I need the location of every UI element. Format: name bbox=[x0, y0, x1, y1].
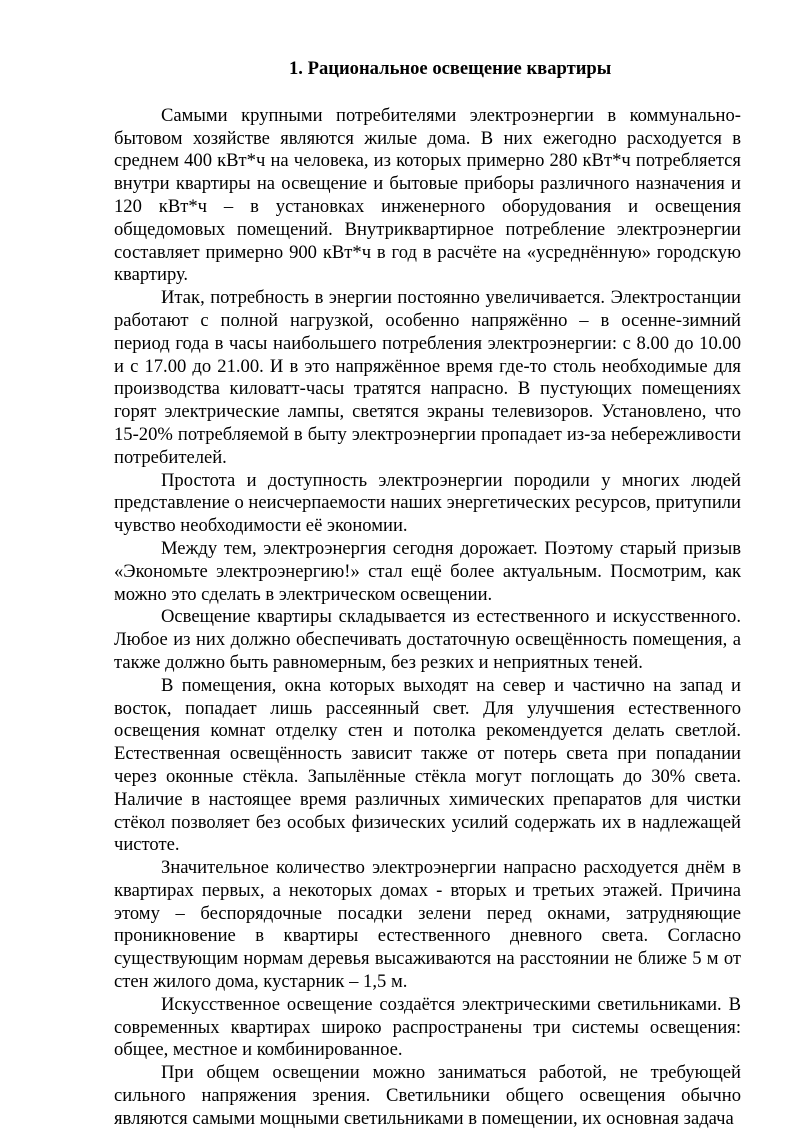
paragraph-2: Итак, потребность в энергии постоянно увеличивается. Электростанции работают с полной нагрузкой, особенно напряжённо – в осенне-зимний период года в часы наибольшего потребления электроэнергии: с 8.00 до 10.00 и с 17.00 до 21.00. И в это напряжённое время где-то столь необходимые для производства киловатт-часы тратятся напрасно. В пустующих помещениях горят электрические лампы, светятся экраны телевизоров. Установлено, что 15-20% потребляемой в быту электроэнергии пропадает из-за небережливости потребителей. bbox=[114, 287, 741, 468]
paragraph-6: В помещения, окна которых выходят на север и частично на запад и восток, попадает лишь рассеянный свет. Для улучшения естественного освещения комнат отделку стен и потолка рекомендуется делать светлой. Естественная освещённость зависит также от потерь света при попадании через оконные стёкла. Запылённые стёкла могут поглощать до 30% света. Наличие в настоящее время различных химических препаратов для чистки стёкол позволяет без особых физических усилий содержать их в надлежащей чистоте. bbox=[114, 674, 741, 856]
paragraph-9: При общем освещении можно заниматься работой, не требующей сильного напряжения зрения. Светильники общего освещения обычно являются самыми мощными светильниками в помещении, их основная задача bbox=[114, 1062, 741, 1129]
document-body bbox=[114, 58, 741, 1131]
paragraph-7: Значительное количество электроэнергии напрасно расходуется днём в квартирах первых, а некоторых домах - вторых и третьих этажей. Причина этому – беспорядочные посадки зелени перед окнами, затрудняющие проникновение в квартиры естественного дневного света. Согласно существующим нормам деревья высаживаются на расстоянии не ближе 5 м от стен жилого дома, кустарник – 1,5 м. bbox=[114, 857, 741, 993]
paragraph-4: Между тем, электроэнергия сегодня дорожает. Поэтому старый призыв «Экономьте электроэнергию!» стал ещё более актуальным. Посмотрим, как можно это сделать в электрическом освещении. bbox=[114, 537, 741, 605]
paragraph-1: Самыми крупными потребителями электроэнергии в коммунально-бытовом хозяйстве являются жилые дома. В них ежегодно расходуется в среднем 400 кВт*ч на человека, из которых примерно 280 кВт*ч потребляется внутри квартиры на освещение и бытовые приборы различного назначения и 120 кВт*ч – в установках инженерного оборудования и освещения общедомовых помещений. Внутриквартирное потребление электроэнергии составляет примерно 900 кВт*ч в год в расчёте на «усреднённую» городскую квартиру. bbox=[114, 104, 741, 286]
paragraph-8: Искусственное освещение создаётся электрическими светильниками. В современных квартирах широко распространены три системы освещения: общее, местное и комбинированное. bbox=[114, 993, 741, 1061]
paragraph-5: Освещение квартиры складывается из естественного и искусственного. Любое из них должно обеспечивать достаточную освещённость помещения, а также должно быть равномерным, без резких и неприятных теней. bbox=[114, 606, 741, 673]
document-title: 1. Рациональное освещение квартиры bbox=[289, 58, 612, 79]
paragraph-3: Простота и доступность электроэнергии породили у многих людей представление о неисчерпаемости наших энергетических ресурсов, притупили чувство необходимости её экономии. bbox=[114, 469, 741, 537]
